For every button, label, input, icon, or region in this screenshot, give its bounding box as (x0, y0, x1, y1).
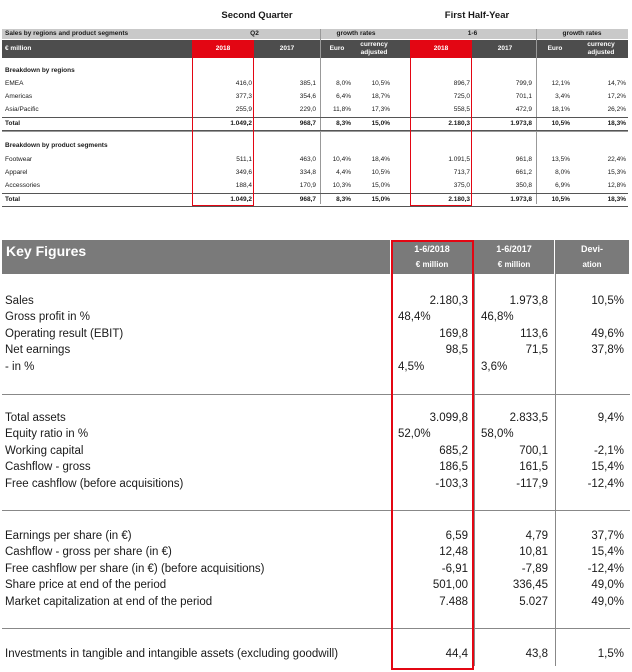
table-row-label: EMEA (5, 80, 24, 87)
key-figure-value-2017: 4,79 (525, 530, 548, 542)
total-cell: 1.049,2 (230, 196, 252, 203)
key-figure-deviation: 37,7% (591, 530, 624, 542)
table-cell: 354,6 (299, 93, 316, 100)
key-figure-value-2017: 5.027 (519, 595, 548, 608)
key-figure-value-2018: 44,4 (445, 648, 468, 660)
key-figure-label: Cashflow - gross (5, 461, 91, 474)
total-cell: 2.180,3 (448, 120, 470, 127)
table-cell: 661,2 (515, 169, 532, 176)
col-h1-2018: 2018 (410, 40, 472, 58)
total-cell: 968,7 (299, 120, 316, 127)
total-cell: 2.180,3 (448, 196, 470, 203)
table-row-label: Americas (5, 93, 33, 100)
key-figure-deviation: 15,4% (591, 461, 624, 474)
col-h1-euro: Euro (547, 45, 563, 52)
key-figure-deviation: 10,5% (591, 295, 624, 307)
unit-label: € million (5, 45, 32, 52)
total-cell: 18,3% (607, 196, 626, 203)
total-cell: 8,3% (336, 120, 351, 127)
col-q2-ca: currency adjusted (360, 41, 388, 56)
table-cell: 188,4 (235, 182, 252, 189)
table-cell: 472,9 (515, 106, 532, 113)
table-cell: 18,1% (551, 106, 570, 113)
key-figure-deviation: 37,8% (591, 344, 624, 357)
key-figure-value-2018: 501,00 (432, 579, 468, 592)
section-title-regions: Breakdown by regions (5, 67, 75, 74)
section-title-products: Breakdown by product segments (5, 142, 108, 149)
table-cell: 12,1% (551, 80, 570, 87)
h1-growth-label: growth rates (562, 30, 602, 37)
table-row-label: Apparel (5, 169, 28, 176)
key-figure-label: Gross profit in % (5, 311, 90, 324)
group-header-q2: Second Quarter (221, 10, 293, 21)
key-figure-value-2018: 169,8 (439, 327, 468, 340)
table-cell: 416,0 (235, 80, 252, 87)
table-cell: 463,0 (299, 156, 316, 163)
key-figure-value-2017: 3,6% (481, 360, 508, 373)
table-cell: 701,1 (515, 93, 532, 100)
table-cell: 17,2% (607, 93, 626, 100)
table-cell: 3,4% (555, 93, 570, 100)
key-figure-label: - in % (5, 360, 35, 373)
key-figure-value-2018: -103,3 (435, 477, 468, 490)
key-figure-value-2017: -7,89 (521, 562, 548, 575)
table-cell: 8,0% (555, 169, 570, 176)
col-c-header: Devi- ation (555, 240, 629, 274)
table-cell: 22,4% (607, 156, 626, 163)
key-figure-value-2018: 3.099,8 (429, 412, 468, 424)
table-cell: 511,1 (236, 156, 252, 163)
key-figure-deviation: 49,0% (591, 595, 624, 608)
table-cell: 14,7% (607, 80, 626, 87)
key-figure-value-2018: 4,5% (398, 360, 425, 373)
table-cell: 6,9% (555, 182, 570, 189)
table-cell: 8,0% (336, 80, 351, 87)
key-figure-label: Free cashflow (before acquisitions) (5, 477, 184, 490)
table-cell: 558,5 (453, 106, 470, 113)
table-cell: 18,7% (371, 93, 390, 100)
table-cell: 15,3% (607, 169, 626, 176)
key-figure-label: Working capital (5, 444, 84, 457)
key-figure-label: Investments in tangible and intangible assets (excluding goodwill) (5, 648, 339, 660)
key-figure-label: Operating result (EBIT) (5, 327, 124, 340)
key-figure-value-2018: 186,5 (439, 461, 468, 474)
total-cell: 8,3% (336, 196, 351, 203)
total-cell: 15,0% (371, 196, 390, 203)
table-cell: 12,8% (607, 182, 626, 189)
key-figure-value-2017: 10,81 (519, 546, 548, 559)
key-figure-label: Market capitalization at end of the period (5, 595, 213, 608)
key-figure-value-2017: 43,8 (525, 648, 548, 660)
key-figure-deviation: 1,5% (597, 648, 624, 660)
key-figure-label: Earnings per share (in €) (5, 530, 132, 542)
sales-by-region-table (2, 0, 630, 212)
key-figure-value-2018: 52,0% (398, 428, 431, 441)
table-cell: 10,5% (371, 169, 390, 176)
total-cell: 18,3% (607, 120, 626, 127)
key-figure-value-2017: 336,45 (512, 579, 548, 592)
table-cell: 896,7 (453, 80, 470, 87)
table-cell: 350,8 (515, 182, 532, 189)
col-q2-2018: 2018 (192, 40, 254, 58)
row-header-label: Sales by regions and product segments (5, 30, 129, 37)
key-figure-value-2018: 48,4% (398, 311, 431, 324)
table-cell: 11,8% (333, 106, 351, 113)
col-q2-euro: Euro (329, 45, 345, 52)
key-figure-label: Free cashflow per share (in €) (before acquisitions) (5, 562, 265, 575)
total-cell: 1.049,2 (230, 120, 252, 127)
key-figures-title: Key Figures (6, 243, 87, 259)
table-cell: 170,9 (299, 182, 316, 189)
total-cell: 10,5% (551, 196, 570, 203)
key-figure-value-2017: 700,1 (519, 444, 548, 457)
key-figure-value-2018: 98,5 (445, 344, 468, 357)
key-figure-value-2018: 6,59 (445, 530, 468, 542)
key-figure-value-2018: -6,91 (441, 562, 468, 575)
table-cell: 334,8 (299, 169, 316, 176)
key-figure-value-2018: 685,2 (439, 444, 468, 457)
key-figure-value-2017: 71,5 (525, 344, 548, 357)
key-figure-deviation: 9,4% (597, 412, 624, 424)
table-cell: 961,8 (515, 156, 532, 163)
table-cell: 377,3 (235, 93, 252, 100)
col-h1-2017: 2017 (497, 45, 513, 52)
key-figure-value-2017: 161,5 (519, 461, 548, 474)
key-figure-label: Share price at end of the period (5, 579, 167, 592)
key-figure-value-2018: 7.488 (439, 595, 468, 608)
key-figure-label: Total assets (5, 412, 66, 424)
table-cell: 713,7 (453, 169, 470, 176)
table-cell: 255,9 (235, 106, 252, 113)
group-header-h1: First Half-Year (444, 10, 510, 21)
table-cell: 349,6 (235, 169, 252, 176)
table-cell: 17,3% (371, 106, 390, 113)
table-cell: 1.091,5 (448, 156, 470, 163)
key-figure-value-2018: 12,48 (439, 546, 468, 559)
h1-label: 1-6 (467, 30, 478, 37)
col-b-header: 1-6/2017 € million (474, 240, 554, 274)
key-figure-deviation: -12,4% (587, 562, 624, 575)
key-figure-label: Equity ratio in % (5, 428, 89, 441)
col-a-header: 1-6/2018 € million (391, 240, 473, 274)
key-figure-value-2018: 2.180,3 (429, 295, 468, 307)
table-cell: 10,3% (332, 182, 351, 189)
key-figure-label: Sales (5, 295, 34, 307)
key-figures-header (2, 240, 390, 274)
key-figure-deviation: -2,1% (593, 444, 624, 457)
col-h1-ca: currency adjusted (587, 41, 615, 56)
total-row-label: Total (5, 196, 21, 203)
highlight-q2-2018 (192, 40, 254, 206)
key-figure-deviation: 49,6% (591, 327, 624, 340)
table-cell: 15,0% (371, 182, 390, 189)
key-figure-value-2017: 46,8% (481, 311, 514, 324)
key-figure-value-2017: 2.833,5 (509, 412, 548, 424)
highlight-kf-2018 (391, 240, 474, 670)
total-cell: 1.973,8 (510, 196, 532, 203)
key-figure-label: Net earnings (5, 344, 71, 357)
key-figure-deviation: 15,4% (591, 546, 624, 559)
table-row-label: Footwear (5, 156, 33, 163)
table-cell: 385,1 (299, 80, 316, 87)
q2-growth-label: growth rates (336, 30, 376, 37)
highlight-h1-2018 (410, 40, 472, 206)
total-cell: 1.973,8 (510, 120, 532, 127)
table-cell: 18,4% (371, 156, 390, 163)
key-figure-value-2017: 1.973,8 (509, 295, 548, 307)
table-cell: 229,0 (299, 106, 316, 113)
column-header-bar (2, 40, 628, 58)
col-q2-2017: 2017 (279, 45, 295, 52)
table-cell: 10,4% (332, 156, 351, 163)
table-cell: 725,0 (453, 93, 470, 100)
total-row-label: Total (5, 120, 21, 127)
table-row-label: Asia/Pacific (5, 106, 39, 113)
total-cell: 15,0% (371, 120, 390, 127)
total-cell: 968,7 (299, 196, 316, 203)
table-cell: 26,2% (607, 106, 626, 113)
table-cell: 6,4% (336, 93, 351, 100)
table-cell: 10,5% (371, 80, 390, 87)
key-figure-deviation: -12,4% (587, 477, 624, 490)
q2-label: Q2 (250, 30, 259, 37)
table-cell: 375,0 (453, 182, 470, 189)
total-cell: 10,5% (551, 120, 570, 127)
key-figure-value-2017: 113,6 (520, 327, 548, 340)
table-row-label: Accessories (5, 182, 41, 189)
key-figure-deviation: 49,0% (591, 579, 624, 592)
table-cell: 13,5% (551, 156, 570, 163)
key-figure-value-2017: -117,9 (516, 477, 548, 490)
key-figure-value-2017: 58,0% (481, 428, 514, 441)
table-cell: 4,4% (336, 169, 351, 176)
table-cell: 799,9 (515, 80, 532, 87)
key-figure-label: Cashflow - gross per share (in €) (5, 546, 172, 559)
